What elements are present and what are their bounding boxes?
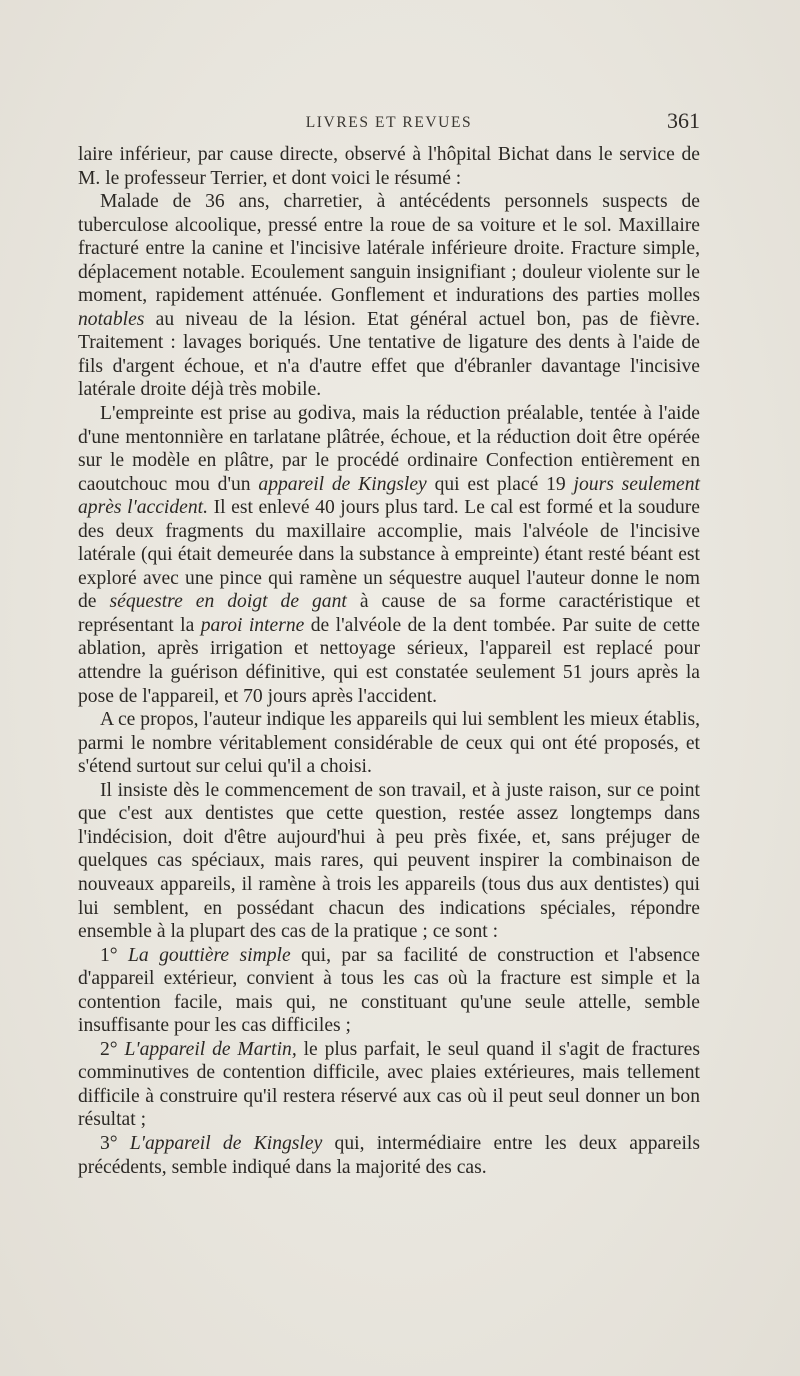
italic-text: jours seulement après l'accident. (78, 473, 700, 519)
italic-text: séquestre en doigt de gant (109, 591, 347, 613)
page-number: 361 (667, 108, 700, 133)
italic-text: paroi interne (200, 614, 305, 636)
body-text (78, 143, 700, 1179)
paragraph (78, 708, 700, 779)
text-run: qui, par sa facilité de construction et l'absence d'appareil extérieur, convient à tous les cas où la fracture est simple et la contention facile, mais qui, ne constituant qu'une seule attelle, semble insuffisante pour les cas difficiles ; (78, 944, 700, 1037)
italic-text: La gouttière simple (128, 944, 291, 966)
page-header (78, 108, 700, 138)
text-run: Il insiste dès le commencement de son travail, et à juste raison, sur ce point que c'est aux dentistes que cette question, restée assez longtemps dans l'indécision, doit d'être aujourd'hui à peu près fixée, et, sans préjuger de quelques cas spéciaux, mais rares, qui peuvent inspirer la combinaison de nouveaux appareils, il ramène à trois les appareils (tous dus aux dentistes) qui lui semblent, en possédant chacun des indications spéciales, répondre ensemble à la plupart des cas de la pratique ; ce sont : (78, 779, 700, 943)
paragraph (78, 143, 700, 190)
text-run: à cause de sa forme caractéristique et représentant la (78, 591, 700, 636)
text-run: qui est placé 19 (426, 473, 574, 495)
text-run: qui, intermédiaire entre les deux appareils précédents, semble indiqué dans la majorité des cas. (78, 1132, 700, 1178)
text-run: Malade de 36 ans, charretier, à antécédents personnels suspects de tuberculose alcoolique, pressé entre la roue de sa voiture et le sol. Maxillaire fracturé entre la canine et l'incisive latérale inférieure droite. Fracture simple, déplacement notable. Ecoulement sanguin insignifiant ; douleur violente sur le moment, rapidement atténuée. Gonflement et indurations des parties molles (78, 191, 700, 307)
text-run: le plus parfait, le seul quand il s'agit de fractures comminutives de contention difficile, avec plaies extérieures, mais tellement difficile à construire qu'il restera réservé aux cas où il peut seul donner un bon résultat ; (78, 1038, 701, 1131)
text-run: Il est enlevé 40 jours plus tard. Le cal est formé et la soudure des deux fragments du maxillaire accomplie, mais l'alvéole de l'incisive latérale (qui était demeurée dans la substance à empreinte) étant resté béant est exploré avec une pince qui ramène un séquestre auquel l'auteur donne le nom de (78, 497, 700, 613)
paragraph (78, 1038, 700, 1132)
text-run: laire inférieur, par cause directe, observé à l'hôpital Bichat dans le service de M. le professeur Terrier, et dont voici le résumé : (78, 144, 700, 189)
text-run: de l'alvéole de la dent tombée. Par suite de cette ablation, après irrigation et nettoyage sérieux, l'appareil est replacé pour attendre la guérison définitive, qui est constatée seulement 51 jours après la pose de l'appareil, et 70 jours après l'accident. (78, 614, 700, 707)
italic-text: L'appareil de Kingsley (129, 1132, 323, 1154)
running-title: LIVRES ET REVUES (305, 114, 473, 131)
paragraph (78, 779, 700, 944)
paragraph (78, 944, 700, 1038)
text-run: L'empreinte est prise au godiva, mais la réduction préalable, tentée à l'aide d'une mentonnière en tarlatane plâtrée, échoue, et la réduction doit être opérée sur le modèle en plâtre, par le procédé ordinaire Confection entièrement en caoutchouc mou d'un (78, 403, 700, 495)
paragraph (78, 190, 700, 402)
paragraph (78, 402, 700, 708)
italic-text: notables (78, 308, 145, 330)
italic-text: L'appareil de Martin, (124, 1038, 297, 1060)
text-run: au niveau de la lésion. Etat général actuel bon, pas de fièvre. Traitement : lavages boriqués. Une tentative de ligature des dents à l'aide de fils d'argent échoue, et n'a d'autre effet que d'ébranler davantage l'incisive latérale droite déjà très mobile. (78, 308, 700, 401)
text-run: 1° (100, 944, 129, 966)
text-run: 3° (100, 1132, 130, 1154)
text-run: 2° (100, 1038, 125, 1060)
italic-text: appareil de Kingsley (258, 473, 427, 495)
paragraph (78, 1132, 700, 1179)
text-run: A ce propos, l'auteur indique les appareils qui lui semblent les mieux établis, parmi le nombre véritablement considérable de ceux qui ont été proposés, et s'étend surtout sur celui qu'il a choisi. (78, 709, 700, 778)
